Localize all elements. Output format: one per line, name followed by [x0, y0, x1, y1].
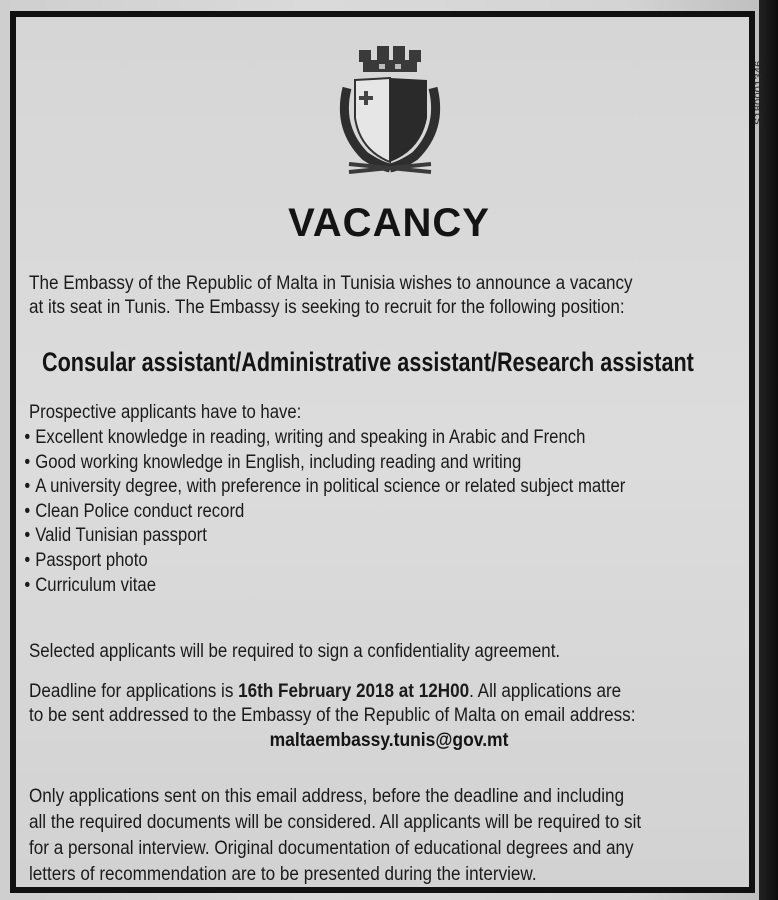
- requirement-item: • Good working knowledge in English, including reading and writing: [22, 451, 625, 476]
- requirement-item: • Clean Police conduct record: [22, 500, 625, 525]
- confidentiality-note: Selected applicants will be required to sign a confidentiality agreement.: [29, 641, 561, 662]
- requirement-item: • A university degree, with preference in political science or related subject matter: [22, 475, 625, 500]
- intro-line: at its seat in Tunis. The Embassy is seeking to recruit for the following position:: [29, 297, 625, 318]
- requirement-item: • Curriculum vitae: [22, 574, 625, 599]
- malta-coat-of-arms-icon: [335, 38, 445, 180]
- intro-paragraph: [29, 272, 633, 320]
- deadline-prefix: Deadline for applications is: [29, 681, 239, 702]
- contact-email[interactable]: maltaembassy.tunis@gov.mt: [269, 730, 509, 751]
- deadline-suffix: . All applications are: [469, 681, 622, 702]
- deadline-line: [29, 680, 635, 704]
- notice-title: VACANCY: [288, 201, 490, 245]
- requirements-list: [22, 426, 708, 598]
- requirements-heading: Prospective applicants have to have:: [29, 402, 302, 423]
- reference-code: S180001346: [753, 60, 765, 126]
- deadline-date: 16th February 2018 at 12H00: [238, 681, 470, 702]
- requirement-item: • Excellent knowledge in reading, writing and speaking in Arabic and French: [22, 426, 625, 451]
- closing-paragraph: [29, 784, 641, 888]
- position-title: Consular assistant/Administrative assistant/Research assistant: [42, 347, 694, 377]
- closing-line: for a personal interview. Original documentation of educational degrees and any: [29, 838, 634, 859]
- deadline-line: to be sent addressed to the Embassy of the Republic of Malta on email address:: [29, 705, 636, 726]
- mural-crown: [359, 46, 421, 72]
- requirement-item: • Valid Tunisian passport: [22, 524, 625, 549]
- closing-line: letters of recommendation are to be presented during the interview.: [29, 864, 537, 885]
- requirement-item: • Passport photo: [22, 549, 625, 574]
- deadline-paragraph: [29, 680, 635, 728]
- closing-line: all the required documents will be considered. All applicants will be required to sit: [29, 812, 642, 833]
- intro-line: The Embassy of the Republic of Malta in Tunisia wishes to announce a vacancy: [29, 273, 633, 294]
- closing-line: Only applications sent on this email address, before the deadline and including: [29, 786, 625, 807]
